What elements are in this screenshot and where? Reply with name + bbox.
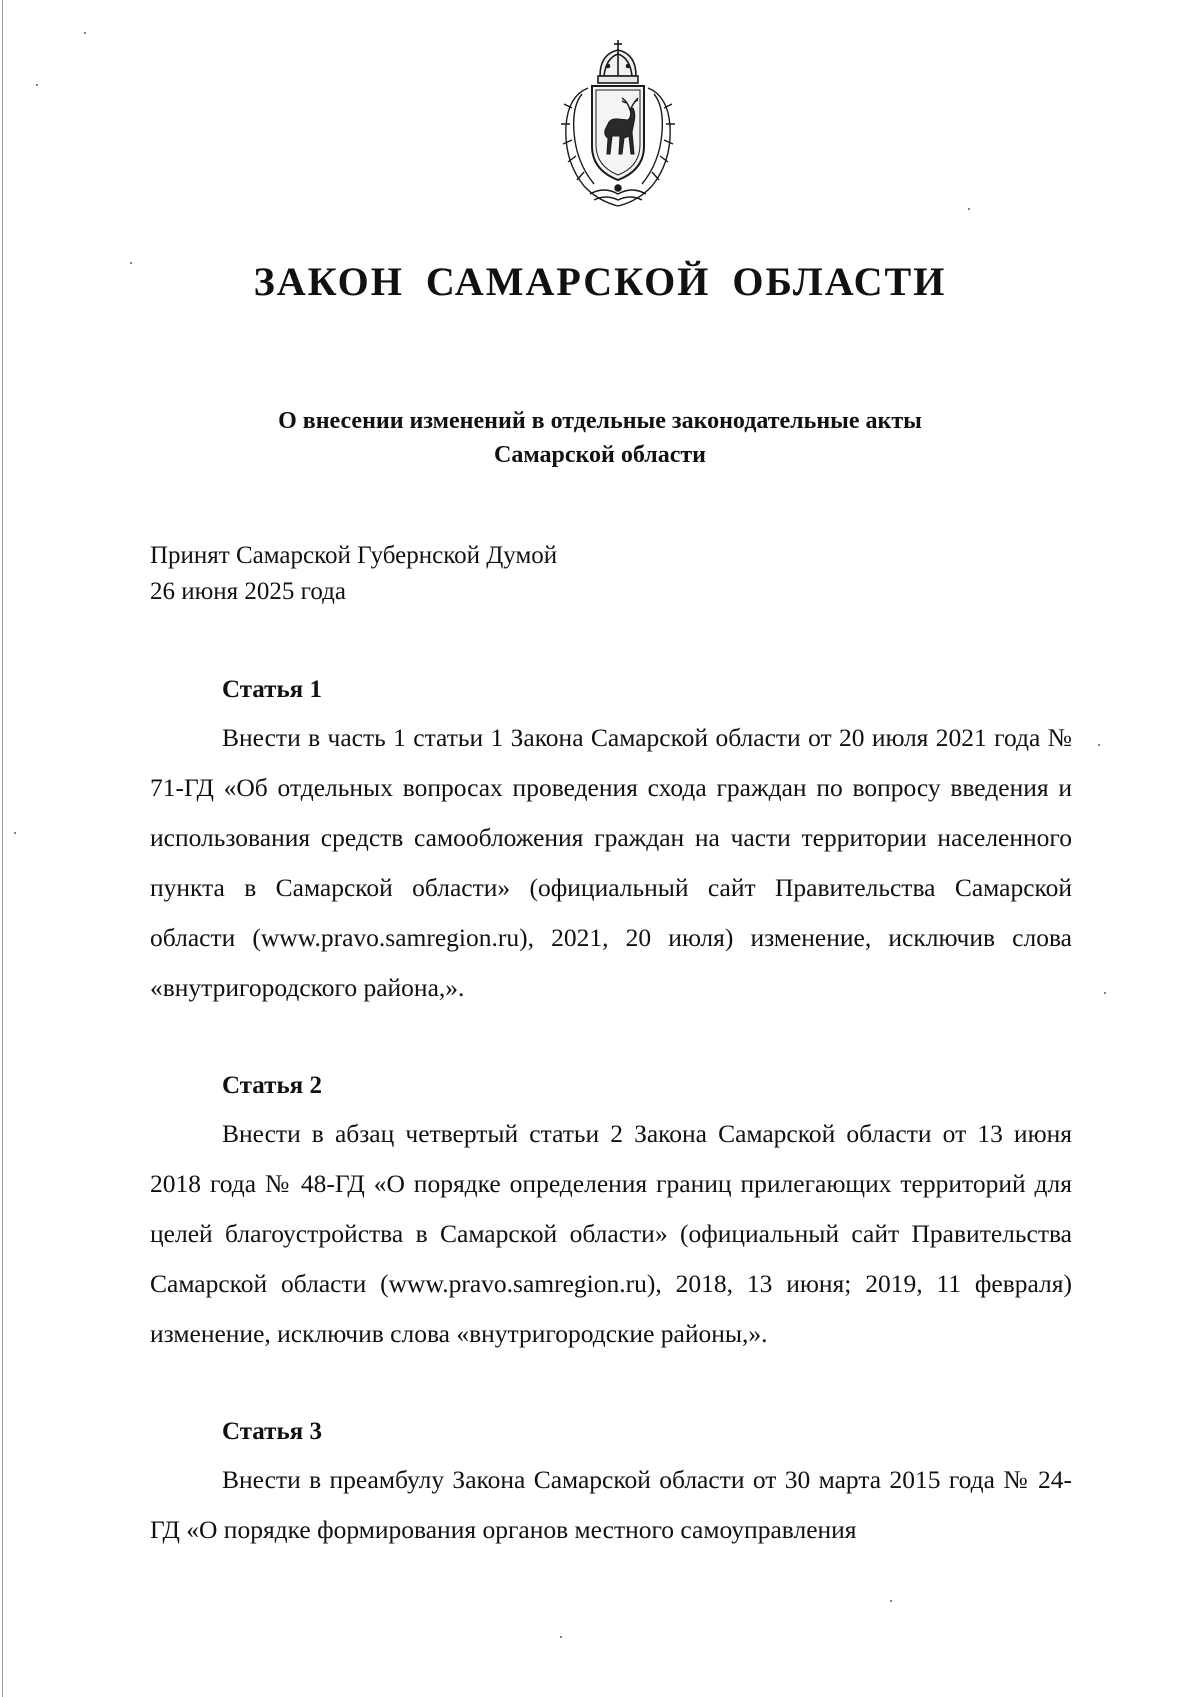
article-3-heading: Статья 3 — [222, 1418, 322, 1445]
adoption-date: 26 июня 2025 года — [150, 578, 346, 605]
article-2-text: Внести в абзац четвертый статьи 2 Закона Самарской области от 13 июня 2018 года № 48-ГД «О порядке определения границ прилегающих территорий для целей благоустройства в Самарской области» (официальный сайт Правительства Самарской области (www.pravo.samregion.ru), 2018, 13 июня; 2019, 11 февраля) изменение, исключив слова «внутригородские районы,». — [150, 1119, 1072, 1348]
page-edge-line — [2, 0, 3, 1697]
scan-speck — [890, 1600, 892, 1602]
adoption-body: Принят Самарской Губернской Думой — [150, 542, 558, 569]
law-subtitle-line-2: Самарской области — [494, 442, 706, 468]
law-title: ЗАКОН САМАРСКОЙ ОБЛАСТИ — [253, 259, 947, 304]
article-3-text: Внести в преамбулу Закона Самарской области от 30 марта 2015 года № 24-ГД «О порядке формирования органов местного самоуправления — [150, 1465, 1072, 1544]
scan-speck — [1098, 744, 1100, 746]
article-1-heading: Статья 1 — [222, 676, 322, 703]
samara-coat-of-arms-icon — [538, 36, 698, 216]
scan-speck — [1104, 992, 1106, 994]
scan-speck — [14, 832, 16, 834]
scan-speck — [560, 1636, 562, 1638]
scan-speck — [84, 32, 86, 34]
article-1-text: Внести в часть 1 статьи 1 Закона Самарской области от 20 июля 2021 года № 71-ГД «Об отдельных вопросах проведения схода граждан по вопросу введения и использования средств самообложения граждан на части территории населенного пункта в Самарской области» (официальный сайт Правительства Самарской области (www.pravo.samregion.ru), 2021, 20 июля) изменение, исключив слова «внутригородского района,». — [150, 723, 1072, 1002]
adoption-info — [150, 538, 557, 610]
scan-speck — [36, 84, 38, 86]
law-subtitle — [0, 404, 1200, 472]
scan-speck — [130, 262, 132, 264]
scan-speck — [968, 208, 970, 210]
law-subtitle-line-1: О внесении изменений в отдельные законодательные акты — [278, 408, 922, 434]
article-2-heading: Статья 2 — [222, 1072, 322, 1099]
